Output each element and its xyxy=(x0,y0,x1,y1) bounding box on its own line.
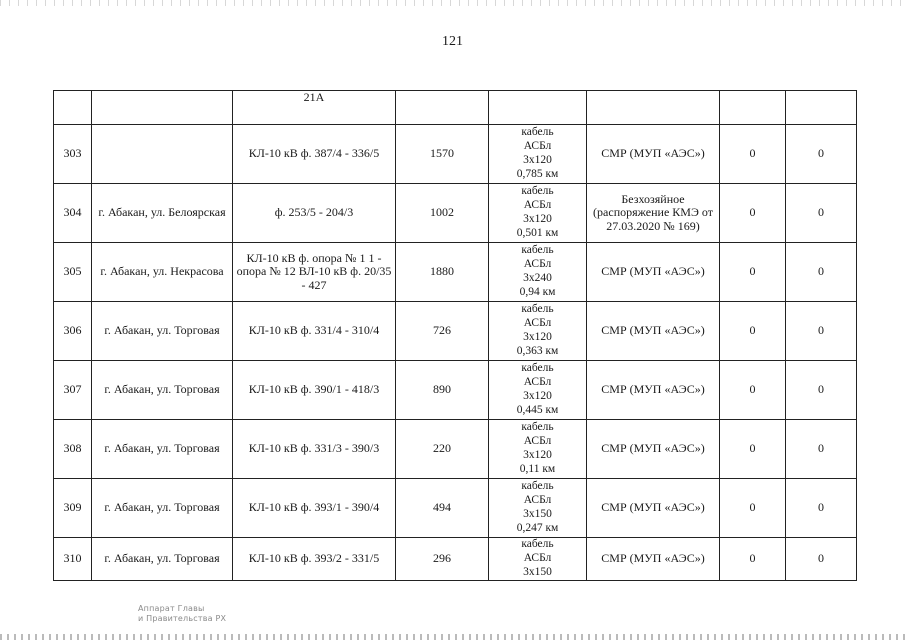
stamp-line-1: Аппарат Главы xyxy=(138,604,205,613)
cell-value-1: 0 xyxy=(720,302,786,361)
cell-cable: кабель АСБл 3х120 0,501 км xyxy=(489,184,587,243)
cell-num: 307 xyxy=(54,361,92,420)
cell-line: КЛ-10 кВ ф. 331/4 - 310/4 xyxy=(233,302,396,361)
cell-value-2: 0 xyxy=(786,420,857,479)
cell-cable: кабель АСБл 3х150 0,247 км xyxy=(489,479,587,538)
cell-owner: СМР (МУП «АЭС») xyxy=(587,125,720,184)
cell-num: 303 xyxy=(54,125,92,184)
table-row xyxy=(54,125,857,184)
cell-line: КЛ-10 кВ ф. опора № 1 1 - опора № 12 ВЛ-10 кВ ф. 20/35 - 427 xyxy=(233,243,396,302)
cell-length: 890 xyxy=(396,361,489,420)
cell-location: г. Абакан, ул. Торговая xyxy=(92,361,233,420)
cell-length: 1880 xyxy=(396,243,489,302)
cell-location: г. Абакан, ул. Торговая xyxy=(92,538,233,581)
cell-location: г. Абакан, ул. Торговая xyxy=(92,420,233,479)
cell-value-1: 0 xyxy=(720,184,786,243)
table-row xyxy=(54,302,857,361)
cell-location: г. Абакан, ул. Торговая xyxy=(92,479,233,538)
cell-line: ф. 253/5 - 204/3 xyxy=(233,184,396,243)
cell-cable: кабель АСБл 3х120 0,785 км xyxy=(489,125,587,184)
cell-value-2: 0 xyxy=(786,361,857,420)
stamp-line-2: и Правительства РХ xyxy=(138,614,227,623)
table-row xyxy=(54,538,857,581)
cell-location: г. Абакан, ул. Белоярская xyxy=(92,184,233,243)
cell-value-1: 0 xyxy=(720,361,786,420)
cell-value-2: 0 xyxy=(786,184,857,243)
cell-length xyxy=(396,91,489,125)
cell-num: 309 xyxy=(54,479,92,538)
table-row xyxy=(54,243,857,302)
cell-owner: СМР (МУП «АЭС») xyxy=(587,538,720,581)
cell-cable: кабель АСБл 3х240 0,94 км xyxy=(489,243,587,302)
cell-location: г. Абакан, ул. Торговая xyxy=(92,302,233,361)
cell-location xyxy=(92,91,233,125)
table-row xyxy=(54,479,857,538)
cell-length: 220 xyxy=(396,420,489,479)
cell-value-1: 0 xyxy=(720,538,786,581)
cell-owner xyxy=(587,91,720,125)
cell-cable xyxy=(489,91,587,125)
cell-length: 1002 xyxy=(396,184,489,243)
cell-line xyxy=(233,91,396,125)
cell-owner: СМР (МУП «АЭС») xyxy=(587,243,720,302)
cell-value-1: 0 xyxy=(720,479,786,538)
cell-line: КЛ-10 кВ ф. 387/4 - 336/5 xyxy=(233,125,396,184)
scan-edge-bottom xyxy=(0,634,905,640)
cell-length: 1570 xyxy=(396,125,489,184)
cell-length: 726 xyxy=(396,302,489,361)
cell-location xyxy=(92,125,233,184)
cell-value-1: 0 xyxy=(720,243,786,302)
cell-num xyxy=(54,91,92,125)
cell-owner: СМР (МУП «АЭС») xyxy=(587,420,720,479)
cell-value-1: 0 xyxy=(720,125,786,184)
cell-cable: кабель АСБл 3х120 0,363 км xyxy=(489,302,587,361)
cell-cable: кабель АСБл 3х150 xyxy=(489,538,587,581)
cell-num: 304 xyxy=(54,184,92,243)
cell-value-2: 0 xyxy=(786,479,857,538)
cell-num: 308 xyxy=(54,420,92,479)
cell-value-2 xyxy=(786,91,857,125)
cell-owner: СМР (МУП «АЭС») xyxy=(587,361,720,420)
cell-owner: СМР (МУП «АЭС») xyxy=(587,302,720,361)
table-body xyxy=(54,91,857,581)
cell-value-2: 0 xyxy=(786,302,857,361)
cell-value-2: 0 xyxy=(786,538,857,581)
cell-value-1: 0 xyxy=(720,420,786,479)
cell-num: 310 xyxy=(54,538,92,581)
cell-line: КЛ-10 кВ ф. 393/2 - 331/5 xyxy=(233,538,396,581)
cable-lines-table xyxy=(53,90,857,581)
cell-line: КЛ-10 кВ ф. 393/1 - 390/4 xyxy=(233,479,396,538)
cell-cable: кабель АСБл 3х120 0,445 км xyxy=(489,361,587,420)
table-row xyxy=(54,361,857,420)
cell-line: КЛ-10 кВ ф. 331/3 - 390/3 xyxy=(233,420,396,479)
header-fragment: 21А xyxy=(303,90,325,104)
table-row xyxy=(54,420,857,479)
archive-stamp xyxy=(138,604,226,624)
table-row xyxy=(54,184,857,243)
cell-location: г. Абакан, ул. Некрасова xyxy=(92,243,233,302)
cell-cable: кабель АСБл 3х120 0,11 км xyxy=(489,420,587,479)
cell-length: 494 xyxy=(396,479,489,538)
cell-length: 296 xyxy=(396,538,489,581)
page-number: 121 xyxy=(442,34,463,49)
cell-num: 305 xyxy=(54,243,92,302)
table-row-continuation xyxy=(54,91,857,125)
cell-line: КЛ-10 кВ ф. 390/1 - 418/3 xyxy=(233,361,396,420)
cell-owner: СМР (МУП «АЭС») xyxy=(587,479,720,538)
cell-value-2: 0 xyxy=(786,243,857,302)
cell-num: 306 xyxy=(54,302,92,361)
cell-owner: Безхозяйное (распоряжение КМЭ от 27.03.2020 № 169) xyxy=(587,184,720,243)
scan-edge-top xyxy=(0,0,905,6)
cell-value-1 xyxy=(720,91,786,125)
cell-value-2: 0 xyxy=(786,125,857,184)
